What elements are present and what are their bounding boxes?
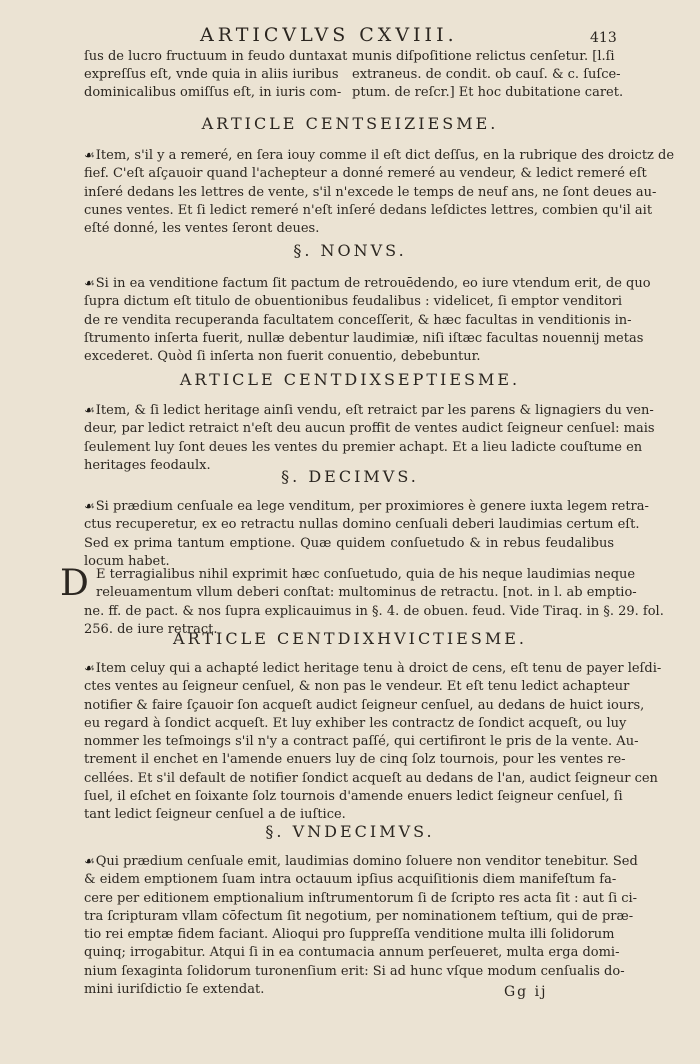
text-line: tant ledict ſeigneur cenſuel a de iuſtice. — [84, 807, 346, 823]
paragraph-mark-icon: ☙ — [84, 661, 95, 675]
text-line: ſus de lucro fructuum in feudo duntaxat — [84, 49, 348, 64]
commentary-paragraph — [96, 566, 637, 603]
text-line: trement il enchet en l'amende enuers luy de cinq ſolz tournois, pour les ventes re- — [84, 752, 626, 768]
text-line: dominicalibus omiſſus eſt, in iuris com- — [84, 85, 342, 100]
text-line: munis diſpoſitione relictus cenſetur. [l.ſi — [352, 49, 615, 64]
article-paragraph — [84, 659, 662, 825]
text-line: de re vendita recuperanda facultatem conceſſerit, & hæc facultas in venditionis in- — [84, 312, 632, 328]
paragraph-mark-icon: ☙ — [84, 499, 95, 513]
paragraph-mark-icon: ☙ — [84, 276, 95, 290]
text-line: ctus recuperetur, ex eo retractu nullas domino cenſuali deberi laudimias certum eſt. — [84, 517, 640, 533]
right-column — [352, 48, 623, 102]
text-line: ☙Item, s'il y a remeré, en ſera iouy comme il eſt dict deſſus, en la rubrique des droictz de — [84, 148, 675, 163]
text-line: inſeré dedans les lettres de vente, s'il n'excede le temps de neuf ans, ne ſont deues au- — [84, 184, 657, 200]
article-heading: ARTICLE CENTDIXHVICTIESME. — [173, 629, 527, 648]
text-line: notifier & faire ſçauoir ſon acqueſt audict ſeigneur cenſuel, au dedans de huict iours, — [84, 697, 645, 713]
text-line: ſupra dictum eſt titulo de obuentionibus feudalibus : videlicet, ſi emptor venditori — [84, 294, 623, 310]
drop-cap: D — [60, 563, 89, 604]
text-line: mini iuriſdictio ſe extendat. — [84, 982, 265, 998]
article-paragraph — [84, 146, 675, 238]
text-line: cellées. Et s'il default de notifier ſondict acqueſt au dedans de l'an, audict ſeigneur cen — [84, 770, 658, 786]
section-paragraph — [84, 274, 651, 366]
paragraph-mark-icon: ☙ — [84, 148, 95, 162]
text-line: ne. ff. de pact. & nos ſupra explicauimus in §. 4. de obuen. feud. Vide Tiraq. in §. 29. fol. — [84, 604, 664, 619]
text-line: deur, par ledict retraict n'eſt deu aucun proffit de ventes audict ſeigneur cenſuel: mais — [84, 421, 655, 437]
article-paragraph — [84, 401, 655, 475]
text-line: fief. C'eſt aſçauoir quand l'achepteur a donné remeré au vendeur, & ledict remeré eſt — [84, 166, 647, 182]
text-line: E terragialibus nihil exprimit hæc conſuetudo, quia de his neque laudimias neque — [96, 567, 636, 582]
text-line: ſeulement luy ſont deues les ventes du premier achapt. Et a lieu ladicte couſtume en — [84, 439, 643, 455]
article-heading: ARTICLE CENTDIXSEPTIESME. — [179, 370, 521, 389]
text-line: tio rei emptæ fidem faciant. Alioqui pro ſuppreſſa venditione multa illi ſolidorum — [84, 927, 615, 943]
section-heading: §. DECIMVS. — [281, 467, 419, 486]
text-line: ☙Si in ea venditione factum ſit pactum de retrouēdendo, eo iure vtendum erit, de quo — [84, 276, 651, 291]
section-paragraph — [84, 497, 649, 571]
text-line: 256. de iure retract. — [84, 622, 218, 638]
text-line: ☙Si prædium cenſuale ea lege venditum, per proximiores è genere iuxta legem retra- — [84, 499, 649, 514]
text-line: ☙Item celuy qui a achapté ledict heritage tenu à droict de cens, eſt tenu de payer leſdi- — [84, 661, 662, 676]
left-column — [84, 48, 347, 102]
text-line: quinq; irrogabitur. Atqui ſi in ea contumacia annum perſeueret, multa erga domi- — [84, 945, 620, 961]
text-line: nommer les teſmoings s'il n'y a contract paſſé, qui certifiront le pris de la vente. Au- — [84, 734, 639, 750]
text-line: nium ſexaginta ſolidorum turonenſium erit: Si ad hunc vſque modum cenſualis do- — [84, 963, 625, 979]
text-line: heritages feodaulx. — [84, 457, 211, 473]
text-line: ſtrumento inſerta fuerit, nullæ debentur laudimiæ, niſi iſtæc facultas nouennij metas — [84, 330, 644, 346]
paragraph-mark-icon: ☙ — [84, 403, 95, 417]
section-heading: §. VNDECIMVS. — [265, 822, 435, 841]
text-line: ctes ventes au ſeigneur cenſuel, & non pas le vendeur. Et eſt tenu ledict achapteur — [84, 679, 630, 695]
text-line: cunes ventes. Et ſi ledict remeré n'eſt inſeré dedans leſdictes lettres, combien qu'il ait — [84, 202, 653, 218]
text-line: cere per editionem emptionalium inſtrumentorum ſi de ſcripto res acta ſit : aut ſi ci- — [84, 890, 638, 906]
text-line: excederet. Quòd ſi inſerta non fuerit conuentio, debebuntur. — [84, 349, 481, 365]
text-line: ☙Item, & ſi ledict heritage ainſi vendu, eſt retraict par les parens & lignagiers du ven- — [84, 403, 654, 418]
text-line: releuamentum vllum deberi conſtat: multominus de retractu. [not. in l. ab emptio- — [96, 585, 637, 601]
text-line: ſuel, il eſchet en ſoixante ſolz tournois d'amende enuers ledict ſeigneur cenſuel, ſi — [84, 789, 623, 805]
text-line: ☙Qui prædium cenſuale emit, laudimias domino ſoluere non venditor tenebitur. Sed — [84, 854, 638, 869]
text-line: ptum. de reſcr.] Et hoc dubitatione caret. — [352, 85, 624, 100]
text-line: eſté donné, les ventes ſeront deues. — [84, 221, 320, 237]
text-line: eu regard à ſondict acqueſt. Et luy exhiber les contractz de ſondict acqueſt, ou luy — [84, 715, 627, 731]
text-line: & eidem emptionem ſuam intra octauum ipſius acquiſitionis diem manifeſtum fa- — [84, 872, 617, 888]
text-line: extraneus. de condit. ob cauſ. & c. ſuſce- — [352, 67, 621, 82]
text-line: tra ſcripturam vllam cōfectum ſit negotium, per nominationem teſtium, qui de præ- — [84, 908, 634, 924]
paragraph-mark-icon: ☙ — [84, 854, 95, 868]
article-heading: ARTICLE CENTSEIZIESME. — [201, 114, 499, 133]
signature-mark: Gg ij — [504, 984, 548, 1000]
section-paragraph — [84, 852, 638, 999]
text-line: locum habet. — [84, 553, 170, 569]
page-number: 413 — [590, 30, 617, 46]
running-head: ARTICVLVS CXVIII. — [200, 24, 458, 46]
section-heading: §. NONVS. — [293, 241, 407, 260]
text-line: expreſſus eſt, vnde quia in aliis iuribus — [84, 67, 339, 82]
text-line: Sed ex prima tantum emptione. Quæ quidem conſuetudo & in rebus feudalibus — [84, 535, 614, 551]
